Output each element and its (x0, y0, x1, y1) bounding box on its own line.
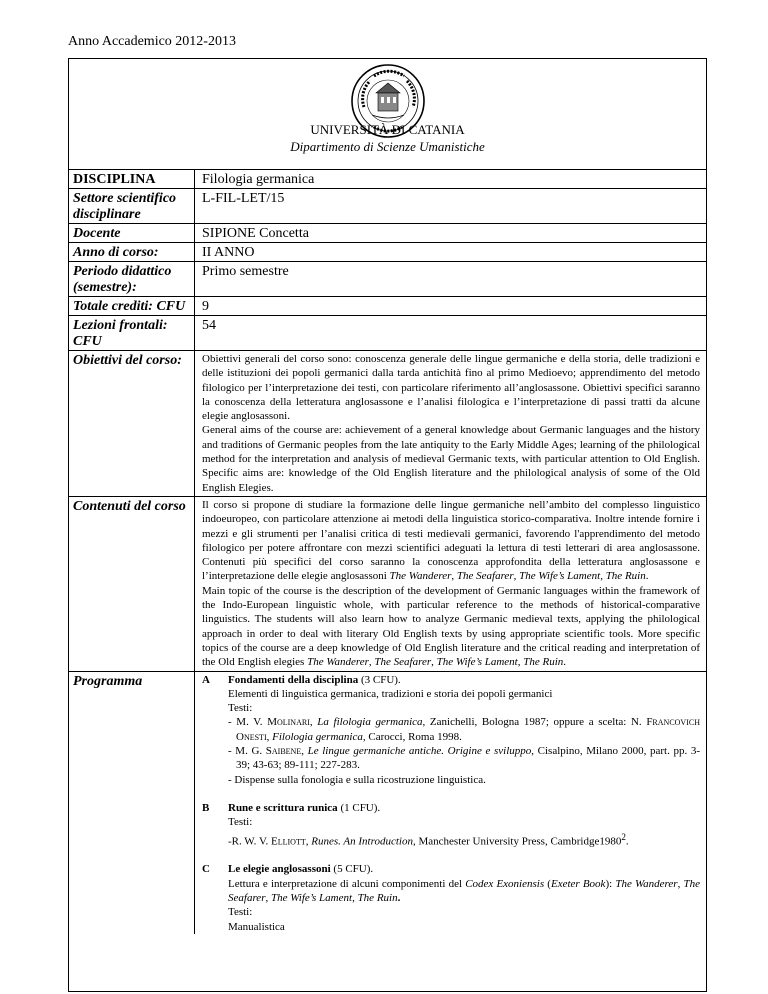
course-sheet (68, 58, 707, 992)
section-a-title: Fondamenti della disciplina (228, 673, 359, 686)
section-a-testi: Testi: (228, 702, 253, 715)
row-periodo (69, 262, 706, 297)
obiettivi-text (195, 351, 706, 496)
section-c-body (228, 862, 700, 933)
section-a-ref3: - Dispense sulla fonologia e sulla ricostruzione linguistica. (228, 773, 486, 786)
section-a-desc: Elementi di linguistica germanica, tradizioni e storia dei popoli germanici (228, 687, 553, 700)
section-a-cfu: (3 CFU). (358, 673, 401, 686)
section-a-letter: A (202, 673, 210, 686)
section-b (202, 801, 700, 849)
section-c-cfu: (5 CFU). (330, 863, 374, 876)
row-docente (69, 224, 706, 243)
title-wanderer-en: The Wanderer (307, 656, 369, 669)
section-a (202, 673, 700, 787)
value-disciplina: Filologia germanica (202, 172, 315, 187)
section-c-testi: Testi: (228, 906, 253, 919)
title-seafarer-en: The Seafarer (374, 656, 432, 669)
row-settore (69, 189, 706, 224)
sheet-header (69, 59, 706, 170)
academic-year: Anno Accademico 2012-2013 (68, 34, 236, 49)
row-disciplina (69, 170, 706, 189)
title-wifes-lament-en: The Wife’s Lament (436, 656, 518, 669)
row-crediti (69, 297, 706, 316)
section-a-ref2: - M. G. Saibene, Le lingue germaniche antiche. Origine e sviluppo, Cisalpino, Milano 2000, part. pp. 3-39; 43-63; 89-111; 227-283. (228, 745, 700, 772)
section-a-ref1: - M. V. Molinari, La filologia germanica, Zanichelli, Bologna 1987; oppure a scelta: N. Francovich Onesti, Filologia germanica, Carocci, Roma 1998. (228, 716, 700, 743)
label-anno: Anno di corso: (69, 243, 195, 261)
title-wifes-lament: The Wife’s Lament (519, 570, 601, 583)
label-contenuti: Contenuti del corso (69, 497, 195, 671)
value-crediti: 9 (202, 299, 209, 314)
label-docente: Docente (69, 224, 195, 242)
value-lezioni: 54 (202, 318, 216, 333)
value-docente: SIPIONE Concetta (202, 226, 309, 241)
label-disciplina: DISCIPLINA (69, 170, 195, 188)
row-obiettivi (69, 351, 706, 497)
row-anno (69, 243, 706, 262)
university-name: UNIVERSITÀ DI CATANIA (310, 122, 465, 137)
label-periodo: Periodo didattico (semestre): (69, 262, 195, 296)
contenuti-italian-body: Il corso si propone di studiare la formazione delle lingue germaniche nell’ambito del complesso linguistico indoeuropeo, con particolare attenzione ai metodi della linguistica storico-comparativa. Inoltre intende fornire i mezzi e gli strumenti per l’analisi critica di testi medievali germanici, favorendo l'apprendimento del metodo filologico per potere affrontare con mezzi scientifici adeguati la lettura di testi letterari di area anglosassone. Contenuti più specifici del corso saranno la conoscenza approfondita della letteratura anglosassone e l’interpretazione delle elegie anglosassoni (202, 498, 700, 583)
label-obiettivi: Obiettivi del corso: (69, 351, 195, 496)
obiettivi-italian: Obiettivi generali del corso sono: conoscenza generale delle lingue germaniche e della storia, delle tradizioni e delle istituzioni dei popoli germanici dalla tarda antichità fino al primo Medioevo; apprendimento del metodo filologico per l’interpretazione dei testi, con particolare riferimento all’anglosassone. Obiettivi specifici saranno la conoscenza della letteratura anglosassone e l’analisi filologica e l’interpretazione di passi tratti da alcune elegie anglosassoni. (202, 353, 700, 423)
title-ruin-en: The Ruin (523, 656, 564, 669)
value-periodo: Primo semestre (202, 264, 289, 279)
section-c (202, 862, 700, 933)
row-programma (69, 672, 706, 934)
section-a-body (228, 673, 700, 787)
section-c-manual: Manualistica (228, 920, 285, 933)
contenuti-english-body: Main topic of the course is the description of the development of Germanic languages within the framework of the Indo-European linguistic whole, with particular reference to the methods of historical-comparative linguistics. The students will also learn how to analyze Germanic medieval texts, applying the philological approach in order to deal with literary Old English texts by using appropriate scientific tools. More specific topics of the course are a deep knowledge of Old English literature and the critical reading and interpretation of the Old English elegies (202, 584, 700, 669)
label-lezioni: Lezioni frontali: CFU (69, 316, 195, 350)
section-b-body (228, 801, 700, 849)
contenuti-text (195, 497, 706, 671)
label-programma: Programma (69, 672, 195, 934)
section-b-title: Rune e scrittura runica (228, 801, 338, 814)
label-crediti: Totale crediti: CFU (69, 297, 195, 315)
department-name: Dipartimento di Scienze Umanistiche (290, 139, 485, 154)
section-b-cfu: (1 CFU). (337, 801, 381, 814)
contenuti-italian: Il corso si propone di studiare la formazione delle lingue germaniche nell’ambito del complesso linguistico indoeuropeo, con particolare attenzione ai metodi della linguistica storico-comparativa. Inoltre intende fornire i mezzi e gli strumenti per l’analisi critica di testi medievali germanici, favorendo l'apprendimento del metodo filologico per potere affrontare con mezzi scientifici adeguati la lettura di testi letterari di area anglosassone. Contenuti più specifici del corso saranno la conoscenza approfondita della letteratura anglosassone e l’interpretazione delle elegie anglosassoni The Wanderer, The Seafarer, The Wife’s Lament, The Ruin. (202, 498, 700, 583)
title-wanderer: The Wanderer (389, 570, 452, 583)
section-b-letter: B (202, 801, 210, 814)
row-contenuti (69, 497, 706, 672)
label-settore: Settore scientifico disciplinare (69, 189, 195, 223)
title-ruin: The Ruin (605, 570, 646, 583)
obiettivi-english: General aims of the course are: achievement of a general knowledge about Germanic languages and the history and traditions of Germanic peoples from the late antiquity to the Early Middle Ages; learning of the philological method for the interpretation and analysis of medieval Germanic texts, with particular attention to Old English. Specific aims are: knowledge of the Old English literature and the philological analysis of some of the Old English Elegies. (202, 424, 700, 494)
section-c-letter: C (202, 863, 210, 876)
section-c-title: Le elegie anglosassoni (228, 863, 331, 876)
programma-content (195, 672, 706, 934)
value-anno: II ANNO (202, 245, 255, 260)
contenuti-english: Main topic of the course is the description of the development of Germanic languages within the framework of the Indo-European linguistic whole, with particular reference to the methods of historical-comparative linguistics. The students will also learn how to analyze Germanic medieval texts, applying the philological approach in order to deal with literary Old English texts by using appropriate scientific tools. More specific topics of the course are a deep knowledge of Old English literature and the critical reading and interpretation of the Old English elegies The Wanderer, The Seafarer, The Wife’s Lament, The Ruin. (202, 584, 700, 669)
section-b-testi: Testi: (228, 816, 253, 829)
section-b-ref: -R. W. V. Elliott, Runes. An Introduction, Manchester University Press, Cambridge1980$^2$. (228, 831, 629, 848)
title-seafarer: The Seafarer (456, 570, 514, 583)
section-c-desc: Lettura e interpretazione di alcuni componimenti del Codex Exoniensis (Exeter Book): The Wanderer, The Seafarer, The Wife’s Lament, The Ruin. (228, 877, 701, 905)
row-lezioni (69, 316, 706, 351)
value-settore: L-FIL-LET/15 (202, 191, 285, 206)
